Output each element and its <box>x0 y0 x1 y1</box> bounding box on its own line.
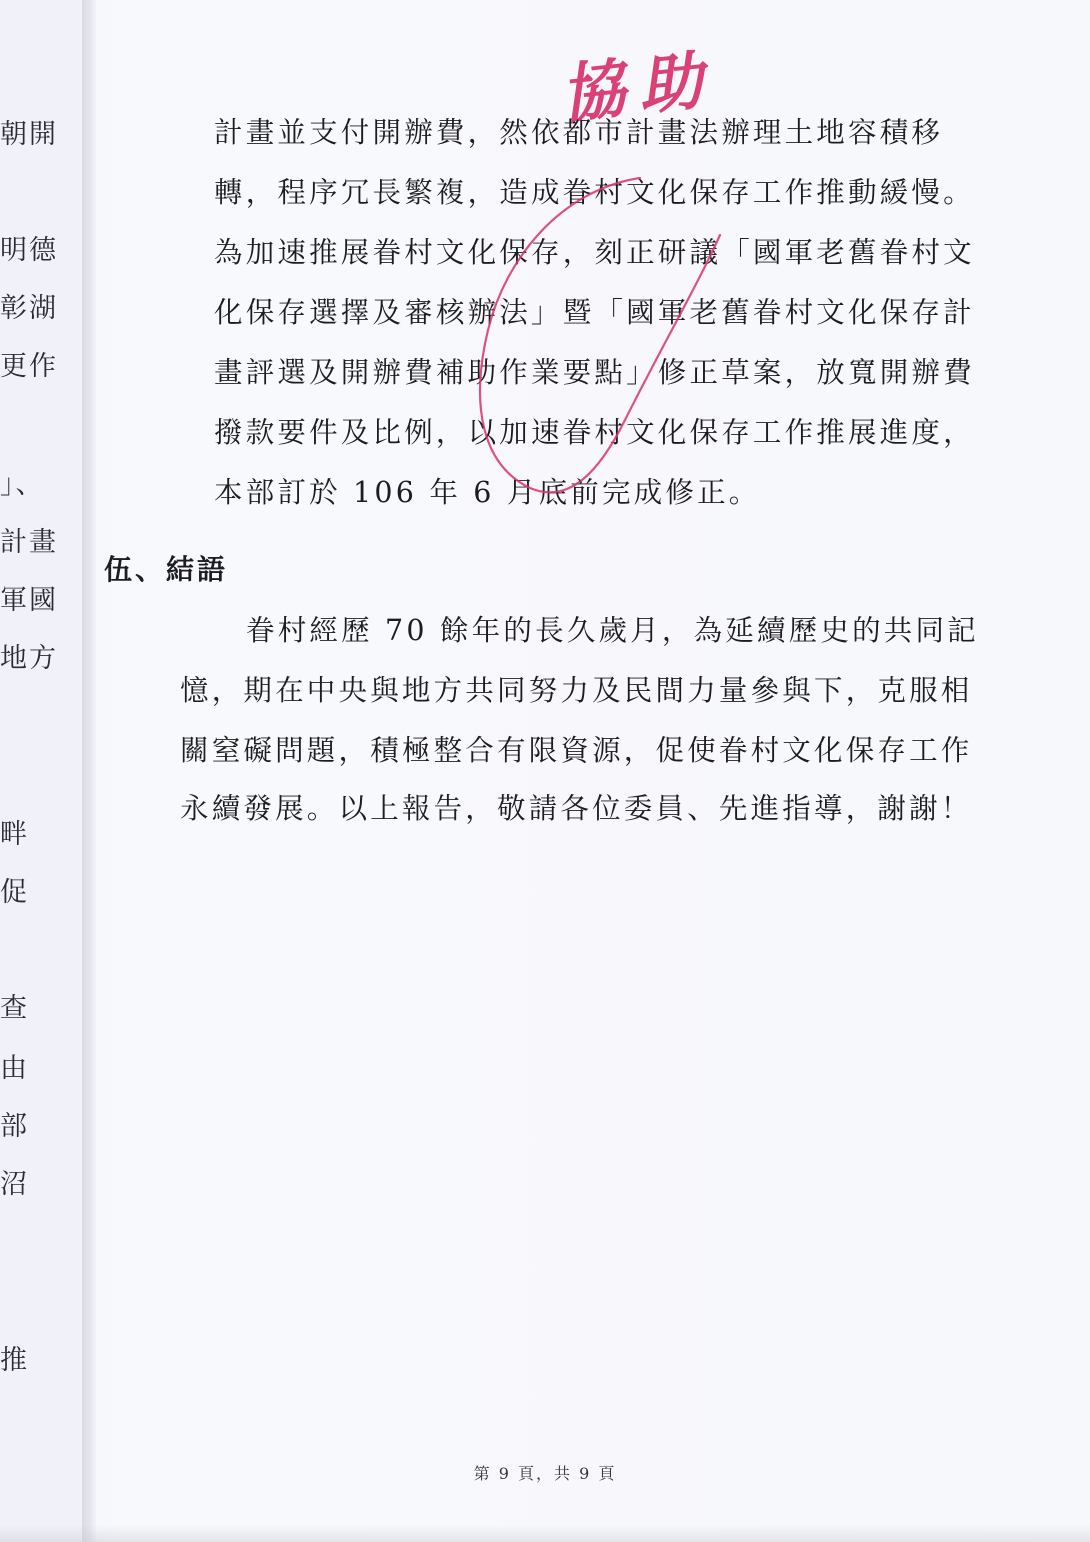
bleed-text: 彰湖 <box>0 293 58 324</box>
section-heading: 伍、結語 <box>104 553 229 586</box>
bleed-text: 地方 <box>0 643 58 674</box>
body-line: 轉，程序冗長繁複，造成眷村文化保存工作推動緩慢。 <box>214 176 975 209</box>
bleed-text: 畔 <box>0 819 29 850</box>
body-line: 為加速推展眷村文化保存，刻正研議「國軍老舊眷村文 <box>214 236 975 269</box>
bleed-text: 明德 <box>0 235 58 266</box>
bleed-text: 沼 <box>0 1169 29 1200</box>
body-line: 撥款要件及比例，以加速眷村文化保存工作推展進度， <box>214 416 975 449</box>
bleed-text: 查 <box>0 993 29 1024</box>
bleed-text: 軍國 <box>0 585 58 616</box>
body-line: 計畫並支付開辦費，然依都市計畫法辦理土地容積移 <box>214 116 944 149</box>
conclusion-line: 憶，期在中央與地方共同努力及民間力量參與下，克服相 <box>180 674 973 707</box>
bleed-text: 」、 <box>0 469 45 500</box>
page-footer: 第 9 頁，共 9 頁 <box>473 1464 617 1483</box>
bleed-text: 促 <box>0 877 29 908</box>
body-line: 本部訂於 106 年 6 月底前完成修正。 <box>214 476 761 509</box>
bleed-text: 由 <box>0 1053 29 1084</box>
conclusion-line: 關窒礙問題，積極整合有限資源，促使眷村文化保存工作 <box>180 734 973 767</box>
conclusion-line: 永續發展。以上報告，敬請各位委員、先進指導，謝謝！ <box>180 792 973 825</box>
handwritten-annotation: 協助 <box>557 42 721 133</box>
binding-shadow <box>82 0 96 1542</box>
page-bottom-edge <box>0 1524 1090 1542</box>
body-line: 化保存選擇及審核辦法」暨「國軍老舊眷村文化保存計 <box>214 296 975 329</box>
bleed-text: 推 <box>0 1345 29 1376</box>
bleed-text: 計畫 <box>0 527 58 558</box>
conclusion-line: 眷村經歷 70 餘年的長久歲月，為延續歷史的共同記 <box>246 614 979 647</box>
body-line: 畫評選及開辦費補助作業要點」修正草案，放寬開辦費 <box>214 356 975 389</box>
bleed-text: 部 <box>0 1111 29 1142</box>
bleed-text: 更作 <box>0 351 58 382</box>
bleed-text: 朝開 <box>0 119 58 150</box>
